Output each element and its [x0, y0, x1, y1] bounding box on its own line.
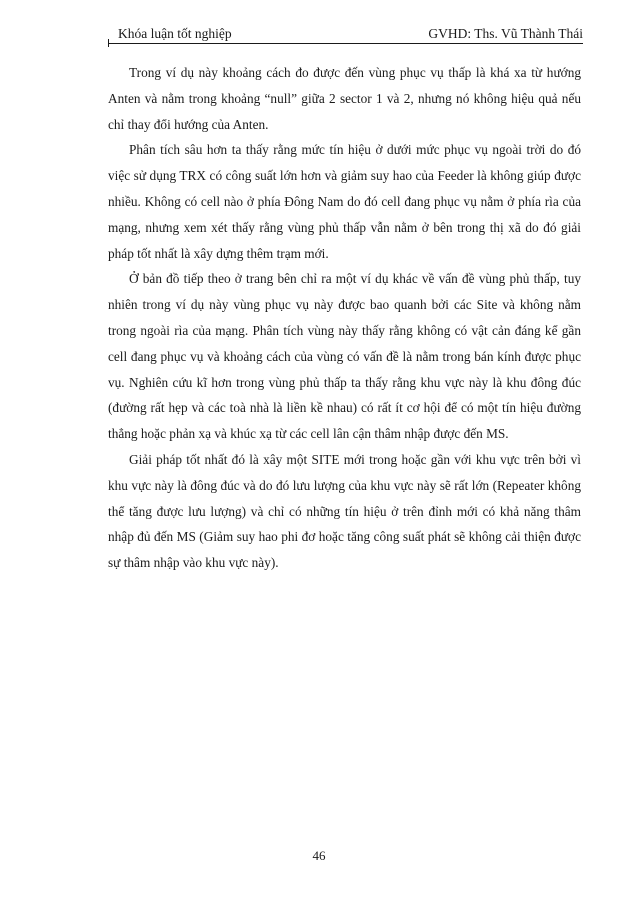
header-rule: [108, 43, 583, 44]
page-number: 46: [312, 848, 326, 863]
header-rule-tick: [108, 39, 109, 47]
header-thesis-title: Khóa luận tốt nghiệp: [118, 26, 232, 41]
paragraph: Trong ví dụ này khoảng cách đo được đến vùng phục vụ thấp là khá xa từ hướng Anten và nằm trong khoảng “null” giữa 2 sector 1 và 2, nhưng nó không hiệu quả nếu chỉ thay đổi hướng của Anten.: [108, 65, 581, 132]
paragraph: Giải pháp tốt nhất đó là xây một SITE mới trong hoặc gần với khu vực trên bởi vì khu vực này là đông đúc và do đó lưu lượng của khu vực này sẽ rất lớn (Repeater không thể tăng được lưu lượng) và chỉ có những tín hiệu ở trên đỉnh mới có khả năng thâm nhập đủ đến MS (Giảm suy hao phi đơ hoặc tăng công suất phát sẽ không cải thiện được sự thâm nhập vào khu vực này).: [108, 451, 581, 571]
paragraph: Phân tích sâu hơn ta thấy rằng mức tín hiệu ở dưới mức phục vụ ngoài trời do đó việc sử dụng TRX có công suất lớn hơn và giảm suy hao của Feeder là không giúp được nhiều. Không có cell nào ở phía Đông Nam do đó cell đang phục vụ nằm ở phía rìa của mạng, nhưng xem xét thấy rằng vùng phủ thấp vẫn nằm ở bên trong thị xã do đó giải pháp tốt nhất là xây dựng thêm trạm mới.: [108, 142, 581, 261]
body-text: [108, 60, 581, 576]
page-header: [108, 24, 583, 44]
paragraph: Ở bản đồ tiếp theo ở trang bên chỉ ra một ví dụ khác về vấn đề vùng phủ thấp, tuy nhiên trong ví dụ này vùng phục vụ này được bao quanh bởi các Site và không nằm trong ngoài rìa của mạng. Phân tích vùng này thấy rằng không có vật cản đáng kể gần cell đang phục vụ và khoảng cách của vùng có vấn đề là nằm trong bán kính được phục vụ. Nghiên cứu kĩ hơn trong vùng phủ thấp ta thấy rằng khu vực này là khu đông đúc (đường rất hẹp và các toà nhà là liền kề nhau) có rất ít cơ hội để có một tín hiệu đường thẳng hoặc phản xạ và khúc xạ từ các cell lân cận thâm nhập được đến MS.: [108, 271, 581, 442]
header-supervisor: GVHD: Ths. Vũ Thành Thái: [428, 26, 583, 41]
